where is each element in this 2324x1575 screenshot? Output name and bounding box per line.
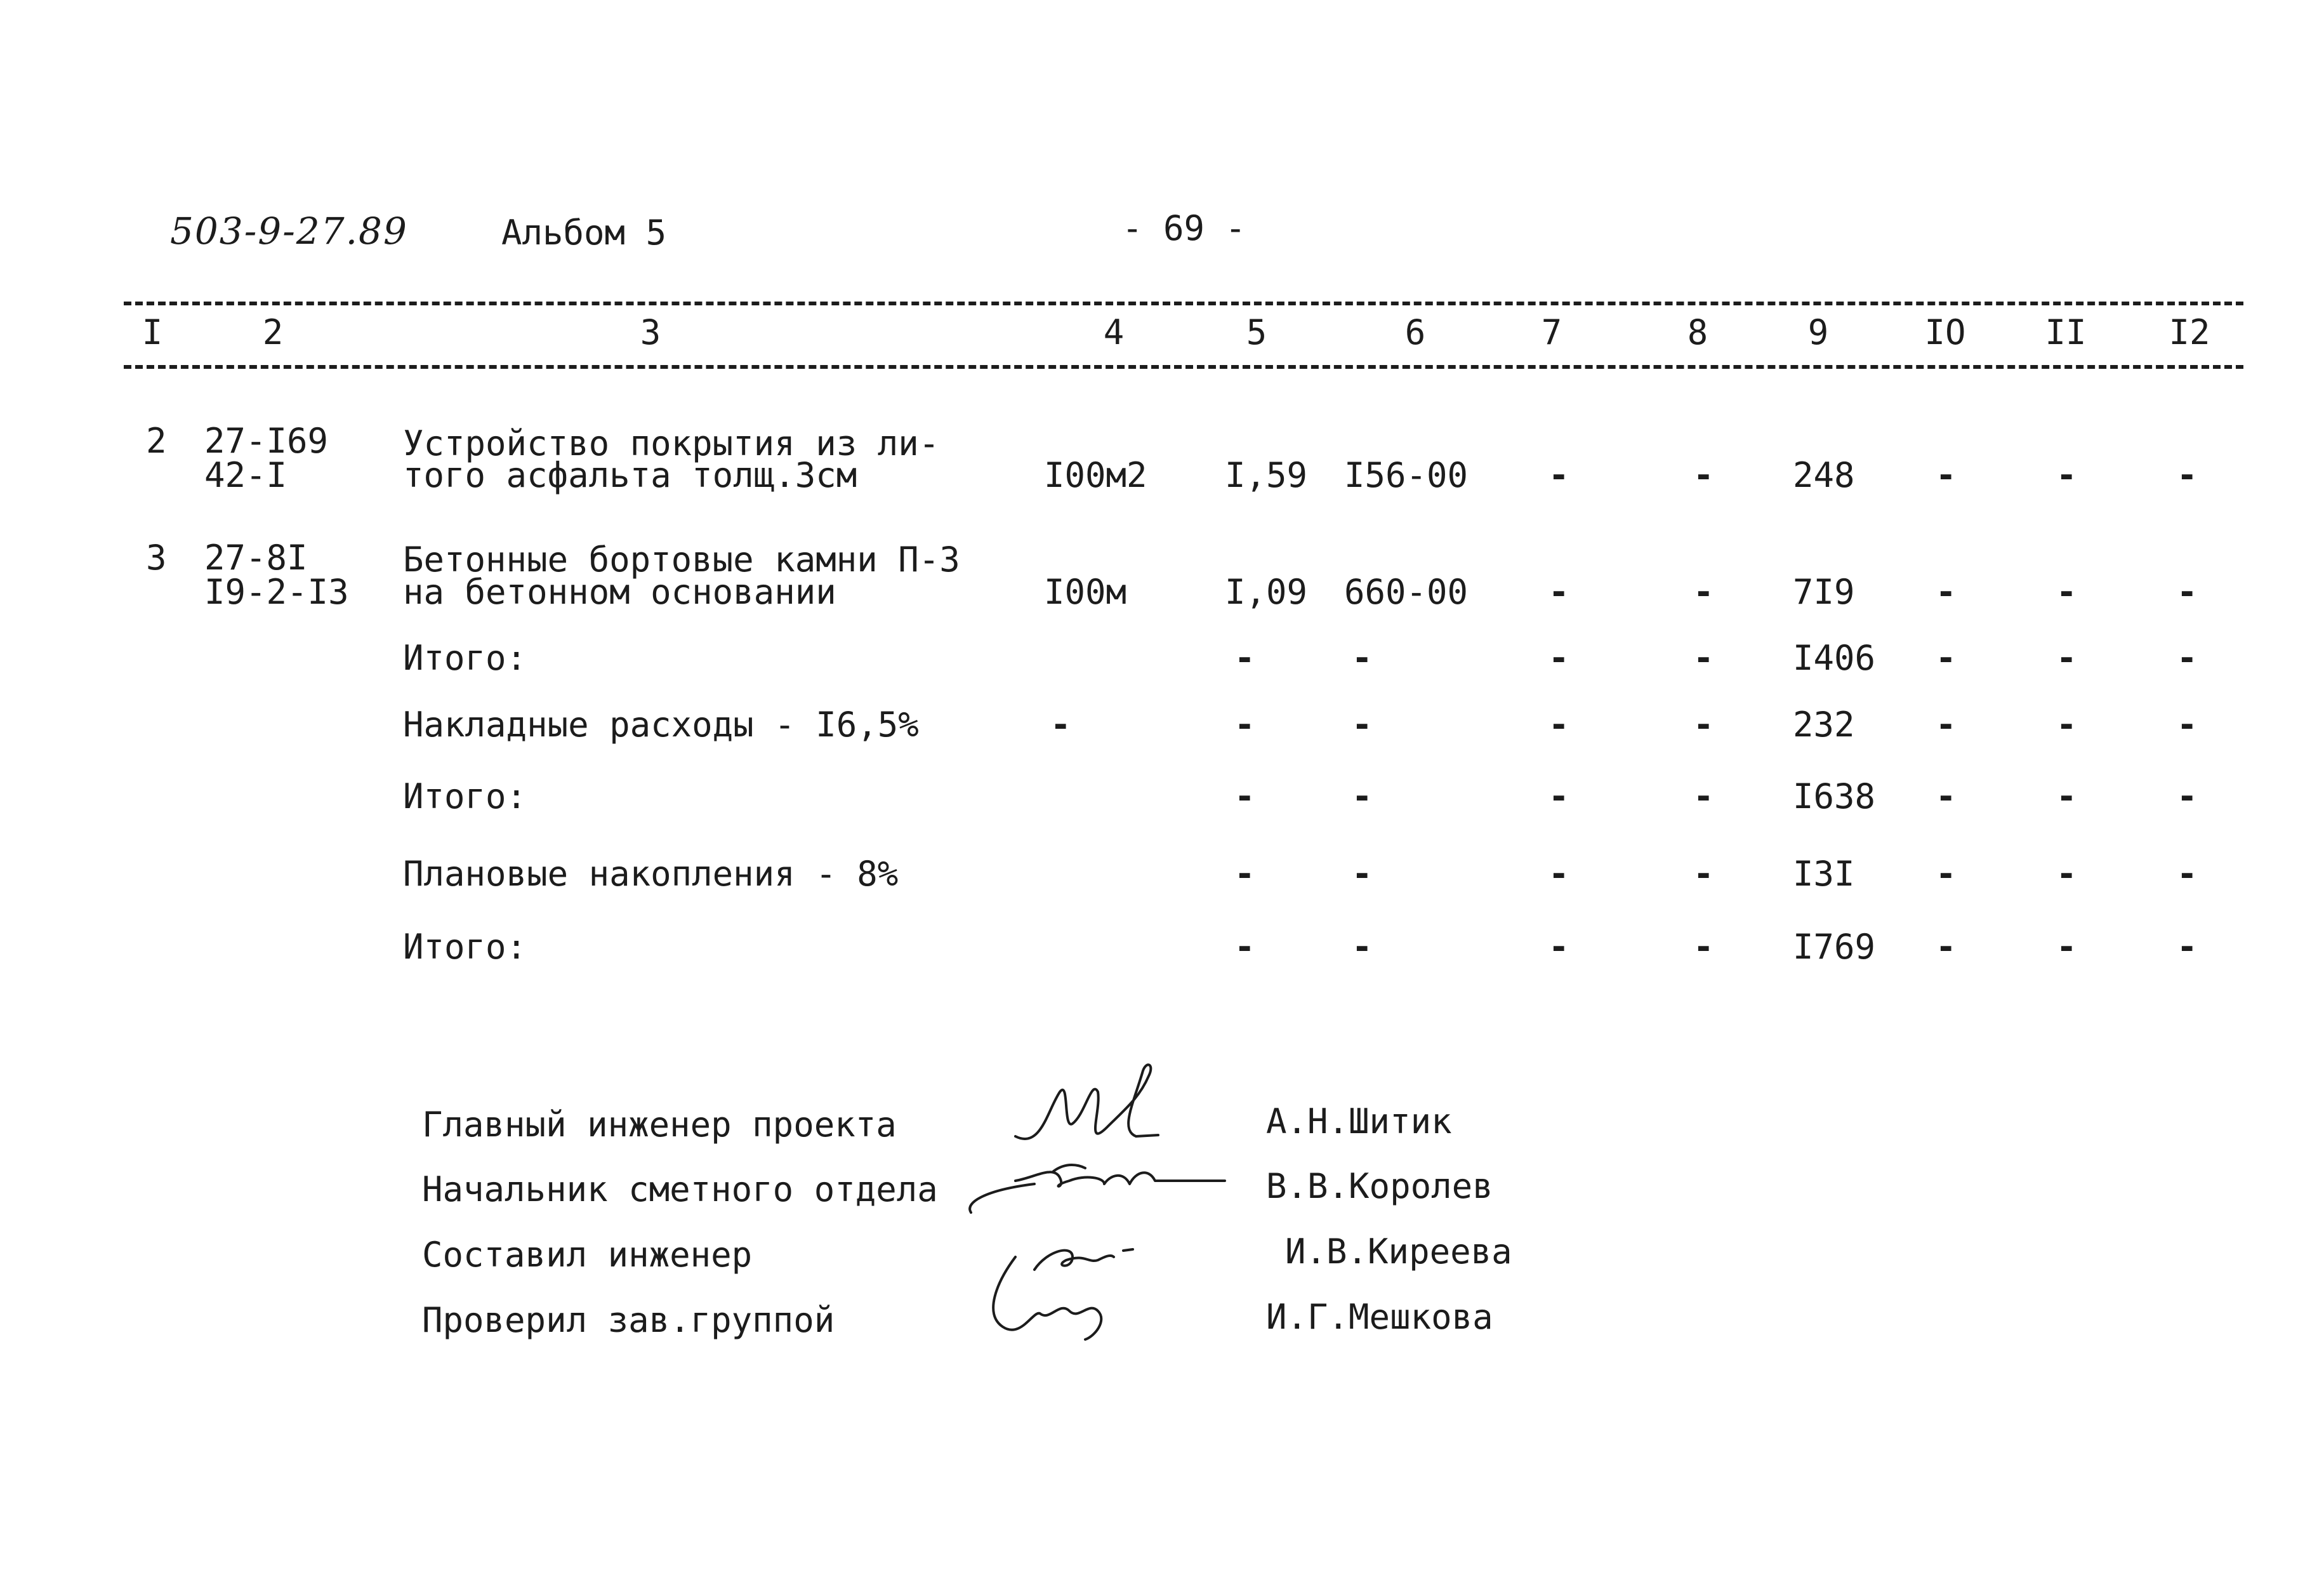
signer-name: В.В.Королев — [1266, 1166, 1493, 1206]
cell-col8: - — [1693, 705, 1714, 745]
quantity: I,59 — [1225, 455, 1308, 495]
norm-code-line2: 42-I — [204, 455, 287, 495]
cell-col7: - — [1548, 705, 1569, 745]
col-header-6: 6 — [1404, 312, 1426, 352]
cell-col10: - — [1936, 638, 1957, 678]
cell-col9: 7I9 — [1793, 572, 1855, 612]
summary-label: Плановые накопления - 8% — [403, 854, 899, 894]
cell-col6: - — [1352, 638, 1373, 678]
col-header-7: 7 — [1541, 312, 1562, 352]
unit-price: 660-00 — [1344, 572, 1469, 612]
cell-col7: - — [1548, 776, 1569, 816]
col-header-8: 8 — [1687, 312, 1708, 352]
work-name-line2: того асфальта толщ.3см — [403, 455, 857, 495]
norm-code-line1: 27-I69 — [204, 421, 329, 461]
cell-col12: - — [2177, 927, 2198, 967]
cell-col10: - — [1936, 455, 1957, 495]
col-header-10: IO — [1924, 312, 1966, 352]
cell-col5: - — [1234, 854, 1255, 894]
signer-name: И.В.Киреева — [1285, 1232, 1512, 1272]
col-header-3: 3 — [640, 312, 661, 352]
cell-col10: - — [1936, 927, 1957, 967]
cell-col8: - — [1693, 854, 1714, 894]
signer-role: Проверил зав.группой — [422, 1300, 835, 1340]
cell-col7: - — [1548, 455, 1569, 495]
cell-col10: - — [1936, 776, 1957, 816]
cell-col5: - — [1234, 638, 1255, 678]
signer-name: А.Н.Шитик — [1266, 1101, 1452, 1141]
cell-col8: - — [1693, 638, 1714, 678]
cell-col8: - — [1693, 572, 1714, 612]
signature-engineer — [977, 1232, 1168, 1339]
cell-col11: - — [2056, 854, 2077, 894]
cell-col7: - — [1548, 854, 1569, 894]
summary-label: Итого: — [403, 638, 527, 678]
cell-col11: - — [2056, 572, 2077, 612]
cell-col10: - — [1936, 705, 1957, 745]
col-header-11: II — [2045, 312, 2087, 352]
summary-label: Накладные расходы - I6,5% — [403, 705, 919, 745]
unit: I00м — [1044, 572, 1127, 612]
quantity: I,09 — [1225, 572, 1308, 612]
unit-price: I56-00 — [1344, 455, 1469, 495]
cell-col12: - — [2177, 455, 2198, 495]
signer-name: И.Г.Мешкова — [1266, 1297, 1493, 1337]
header-top-rule — [124, 302, 2243, 305]
cell-col5: - — [1234, 927, 1255, 967]
signature-chief-engineer — [1003, 1054, 1168, 1162]
cell-col9: 248 — [1793, 455, 1855, 495]
row-number: 2 — [146, 421, 167, 461]
cell-col9: 232 — [1793, 705, 1855, 745]
work-name-line1: Устройство покрытия из ли- — [403, 423, 940, 463]
norm-code-line1: 27-8I — [204, 538, 308, 578]
cell-col8: - — [1693, 455, 1714, 495]
cell-col6: - — [1352, 776, 1373, 816]
signer-role: Главный инженер проекта — [422, 1105, 897, 1145]
signer-role: Начальник сметного отдела — [422, 1169, 938, 1209]
summary-label: Итого: — [403, 927, 527, 967]
cell-col12: - — [2177, 705, 2198, 745]
row-number: 3 — [146, 538, 167, 578]
cell-col11: - — [2056, 455, 2077, 495]
cell-col6: - — [1352, 927, 1373, 967]
cell-col12: - — [2177, 776, 2198, 816]
cell-col9: I769 — [1793, 927, 1876, 967]
cell-col6: - — [1352, 854, 1373, 894]
summary-label: Итого: — [403, 776, 527, 816]
doc-code-handwritten: 503-9-27.89 — [170, 209, 408, 253]
cell-col6: - — [1352, 705, 1373, 745]
col-header-4: 4 — [1103, 312, 1125, 352]
cell-col11: - — [2056, 776, 2077, 816]
cell-col11: - — [2056, 927, 2077, 967]
cell-col7: - — [1548, 572, 1569, 612]
cell-col12: - — [2177, 854, 2198, 894]
cell-col10: - — [1936, 854, 1957, 894]
cell-col5: - — [1234, 705, 1255, 745]
cell-col9: I3I — [1793, 854, 1855, 894]
cell-col8: - — [1693, 776, 1714, 816]
cell-col4: - — [1050, 705, 1071, 745]
cell-col8: - — [1693, 927, 1714, 967]
col-header-1: I — [142, 312, 163, 352]
cell-col12: - — [2177, 572, 2198, 612]
cell-col9: I638 — [1793, 776, 1876, 816]
cell-col5: - — [1234, 776, 1255, 816]
cell-col9: I406 — [1793, 638, 1876, 678]
norm-code-line2: I9-2-I3 — [204, 572, 349, 612]
cell-col7: - — [1548, 927, 1569, 967]
cell-col12: - — [2177, 638, 2198, 678]
page-number: - 69 - — [1122, 208, 1246, 248]
cell-col7: - — [1548, 638, 1569, 678]
cell-col11: - — [2056, 638, 2077, 678]
signature-estimate-head — [958, 1152, 1231, 1222]
col-header-12: I2 — [2169, 312, 2210, 352]
col-header-9: 9 — [1807, 312, 1829, 352]
header-bottom-rule — [124, 365, 2243, 369]
cell-col11: - — [2056, 705, 2077, 745]
unit: I00м2 — [1044, 455, 1147, 495]
cell-col10: - — [1936, 572, 1957, 612]
work-name-line1: Бетонные бортовые камни П-3 — [403, 540, 960, 580]
album-label: Альбом 5 — [501, 213, 667, 253]
work-name-line2: на бетонном основании — [403, 572, 836, 612]
col-header-2: 2 — [262, 312, 284, 352]
signer-role: Составил инженер — [422, 1235, 753, 1275]
col-header-5: 5 — [1246, 312, 1267, 352]
